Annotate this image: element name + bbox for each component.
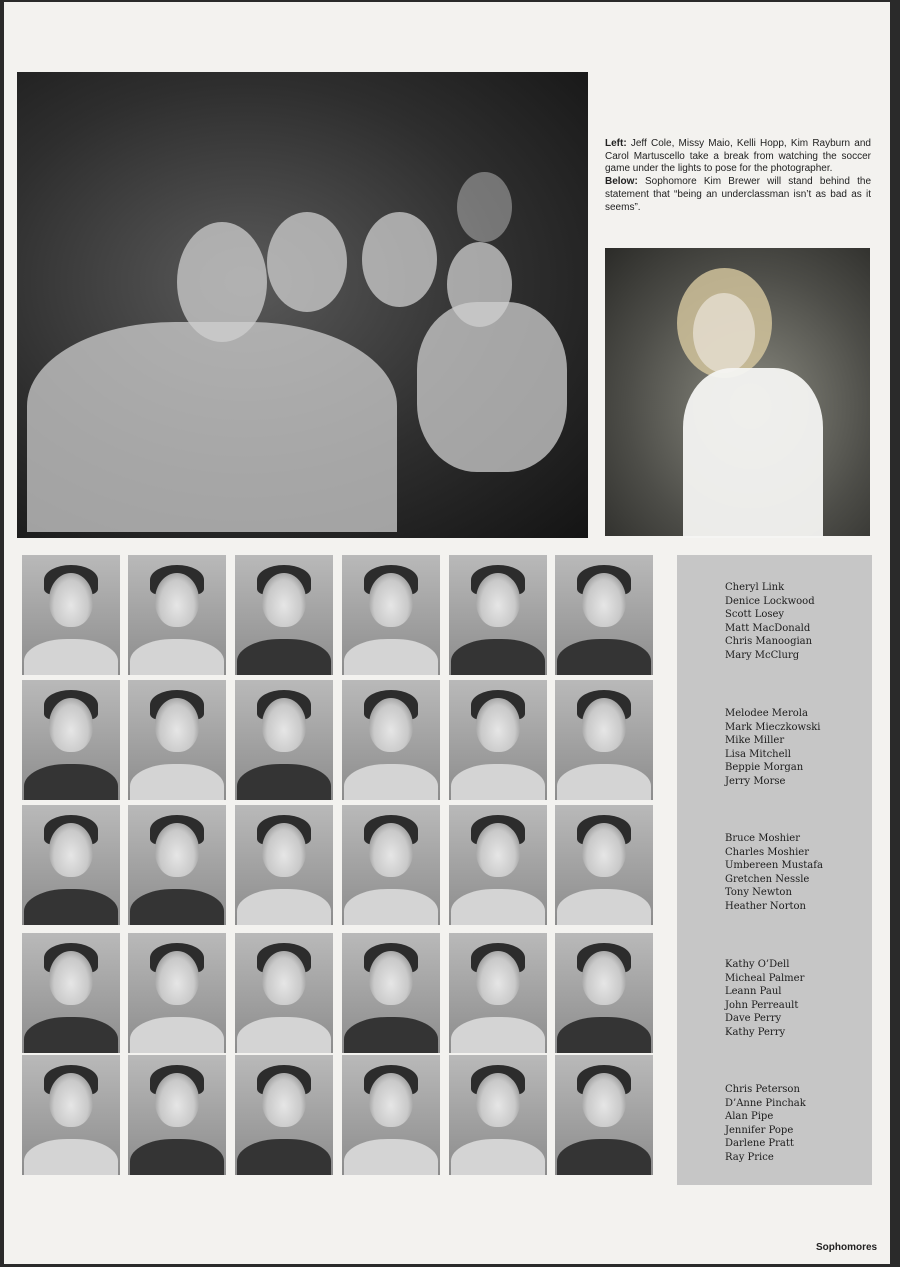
caption-left <box>605 138 871 176</box>
student-name: Mike Miller <box>725 735 785 746</box>
student-name: Heather Norton <box>725 900 806 912</box>
student-portrait <box>235 1055 333 1175</box>
student-name: John Perreault <box>725 999 799 1011</box>
portrait-row <box>22 805 662 925</box>
student-portrait <box>342 1055 440 1175</box>
name-list <box>725 581 865 662</box>
student-name: Denice Lockwood <box>725 595 815 607</box>
student-name: Melodee Merola <box>725 708 808 719</box>
portrait-row <box>22 933 662 1053</box>
student-portrait <box>555 555 653 675</box>
student-name: Mark Mieczkowski <box>725 721 821 733</box>
student-name: Beppie Morgan <box>725 762 804 773</box>
student-portrait <box>449 1055 547 1175</box>
portrait-row <box>22 1055 662 1175</box>
student-name: Kathy Perry <box>725 1026 786 1038</box>
caption-below-label: Below: <box>605 176 638 188</box>
student-portrait <box>235 680 333 800</box>
student-portrait <box>22 555 120 675</box>
student-portrait <box>342 555 440 675</box>
student-name: Ray Price <box>725 1151 774 1163</box>
student-name: Tony Newton <box>725 887 792 898</box>
student-portrait <box>342 933 440 1053</box>
student-portrait <box>22 933 120 1053</box>
student-portrait <box>449 805 547 925</box>
student-portrait <box>22 1055 120 1175</box>
student-portrait <box>22 680 120 800</box>
student-portrait <box>128 933 226 1053</box>
student-portrait <box>342 680 440 800</box>
student-name: Chris Peterson <box>725 1084 800 1095</box>
section-footer: Sophomores <box>816 1242 878 1253</box>
student-name: Micheal Palmer <box>725 972 805 984</box>
side-portrait-photo <box>605 248 870 536</box>
student-name: Alan Pipe <box>725 1111 774 1122</box>
student-name: Matt MacDonald <box>725 622 811 634</box>
student-portrait <box>449 555 547 675</box>
student-portrait <box>235 805 333 925</box>
portrait-row <box>22 555 662 675</box>
student-name: Lisa Mitchell <box>725 748 791 760</box>
student-portrait <box>235 933 333 1053</box>
student-portrait <box>128 1055 226 1175</box>
names-panel <box>677 555 872 1185</box>
student-portrait <box>555 805 653 925</box>
student-name: Dave Perry <box>725 1013 782 1024</box>
student-name: Jerry Morse <box>725 775 786 787</box>
student-portrait <box>555 933 653 1053</box>
student-name: Jennifer Pope <box>725 1124 794 1136</box>
student-name: Mary McClurg <box>725 649 800 661</box>
student-name: Charles Moshier <box>725 846 809 858</box>
student-portrait <box>128 805 226 925</box>
student-name: Scott Losey <box>725 609 785 620</box>
photo-caption <box>605 138 871 214</box>
student-name: Umbereen Mustafa <box>725 860 823 871</box>
caption-left-label: Left: <box>605 138 627 149</box>
caption-left-text: Jeff Cole, Missy Maio, Kelli Hopp, Kim Rayburn and Carol Martuscello take a break from watching the soccer game under the lights to pose for the photographer. <box>605 138 871 175</box>
name-list <box>725 707 865 788</box>
student-name: Bruce Moshier <box>725 833 800 844</box>
name-list <box>725 832 865 913</box>
student-portrait <box>555 680 653 800</box>
name-list <box>725 1083 865 1164</box>
yearbook-page <box>4 2 890 1264</box>
student-portrait <box>449 680 547 800</box>
portrait-row <box>22 680 662 800</box>
student-name: Gretchen Nessle <box>725 873 810 885</box>
student-name: Darlene Pratt <box>725 1138 794 1149</box>
student-portrait <box>342 805 440 925</box>
student-name: Chris Manoogian <box>725 636 813 647</box>
student-portrait <box>128 555 226 675</box>
student-portrait <box>449 933 547 1053</box>
caption-below-text: Sophomore Kim Brewer will stand behind the statement that “being an underclassman isn’t as bad as it seems”. <box>605 176 872 213</box>
caption-below <box>605 176 871 214</box>
student-name: Leann Paul <box>725 986 782 997</box>
main-group-photo <box>17 72 588 538</box>
student-portrait <box>555 1055 653 1175</box>
student-portrait <box>128 680 226 800</box>
name-list <box>725 958 865 1039</box>
student-portrait <box>235 555 333 675</box>
student-portrait <box>22 805 120 925</box>
student-name: Kathy O’Dell <box>725 959 790 970</box>
student-name: D’Anne Pinchak <box>725 1097 806 1109</box>
student-name: Cheryl Link <box>725 582 785 593</box>
